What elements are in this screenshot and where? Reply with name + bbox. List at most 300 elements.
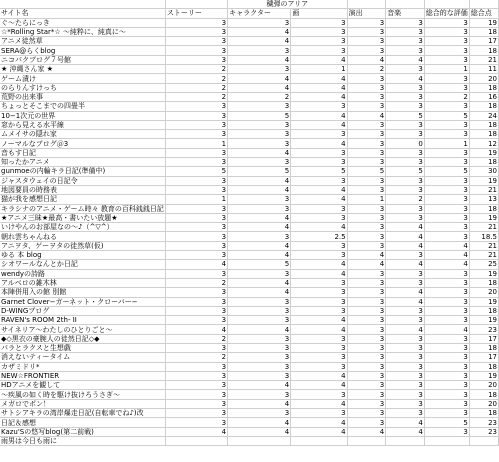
score-cell[interactable]: 3 <box>291 362 347 371</box>
score-cell[interactable]: 3 <box>347 120 386 129</box>
score-cell[interactable]: 4 <box>291 120 347 129</box>
site-name-cell[interactable]: 窓から見える水平線 <box>0 120 165 129</box>
score-cell[interactable]: 4 <box>347 111 386 120</box>
site-name-cell[interactable]: ムメイサの隠れ家 <box>0 130 165 139</box>
score-cell[interactable]: 3 <box>291 37 347 46</box>
score-cell[interactable]: 3 <box>165 399 227 408</box>
score-cell[interactable]: 3 <box>386 65 425 74</box>
score-cell[interactable]: 3 <box>424 334 469 343</box>
score-cell[interactable]: 3 <box>424 148 469 157</box>
score-cell[interactable]: 3 <box>291 241 347 250</box>
score-cell[interactable]: 3 <box>386 371 425 380</box>
score-cell[interactable]: 3 <box>291 306 347 315</box>
score-cell[interactable]: 4 <box>228 288 291 297</box>
score-cell[interactable]: 20 <box>469 381 498 390</box>
header-direction[interactable]: 演出 <box>347 9 386 18</box>
score-cell[interactable]: 4 <box>228 74 291 83</box>
score-cell[interactable]: 4 <box>228 185 291 194</box>
score-cell[interactable]: 3 <box>165 418 227 427</box>
score-cell[interactable]: 3 <box>165 362 227 371</box>
site-name-cell[interactable]: ジャスタウェイの日記令 <box>0 176 165 185</box>
score-cell[interactable]: 11 <box>469 65 498 74</box>
score-cell[interactable]: 3 <box>291 343 347 352</box>
site-name-cell[interactable]: 雨男は今日も雨に <box>0 436 165 445</box>
header-music[interactable]: 音楽 <box>386 9 425 18</box>
score-cell[interactable]: 2.5 <box>291 232 347 241</box>
score-cell[interactable]: 4 <box>228 37 291 46</box>
site-name-cell[interactable]: 〜疾風の如く時を駆け抜けろうさぎ〜 <box>0 390 165 399</box>
score-cell[interactable]: 3 <box>424 27 469 36</box>
score-cell[interactable]: 4 <box>291 260 347 269</box>
score-cell[interactable]: 19 <box>469 148 498 157</box>
score-cell[interactable]: 3 <box>347 185 386 194</box>
score-cell[interactable]: 3 <box>165 269 227 278</box>
score-cell[interactable]: 2 <box>165 83 227 92</box>
site-name-cell[interactable]: キラシナのアニメ・ゲーム時々 教育の百科銭銭日記 <box>1 204 164 213</box>
score-cell[interactable]: 3 <box>386 409 425 418</box>
score-cell[interactable]: 3 <box>291 297 347 306</box>
header-total[interactable]: 総合点 <box>469 9 498 18</box>
score-cell[interactable]: 3 <box>347 139 386 148</box>
score-cell[interactable]: 4 <box>291 316 347 325</box>
score-cell[interactable]: 3 <box>165 306 227 315</box>
score-cell[interactable]: 3 <box>424 185 469 194</box>
site-name-cell[interactable]: パラとラクスと生想戯 <box>0 343 165 352</box>
score-cell[interactable]: 3 <box>386 381 425 390</box>
score-cell[interactable]: 3 <box>165 316 227 325</box>
score-cell[interactable]: 1 <box>165 139 227 148</box>
score-cell[interactable]: 4 <box>228 399 291 408</box>
score-cell[interactable]: 4 <box>228 427 291 436</box>
score-cell[interactable]: 3 <box>386 353 425 362</box>
score-cell[interactable]: 17 <box>469 37 498 46</box>
score-cell[interactable]: 4 <box>228 148 291 157</box>
score-cell[interactable]: 19 <box>469 371 498 380</box>
score-cell[interactable]: 5 <box>291 167 347 176</box>
score-cell[interactable]: 19 <box>469 18 498 27</box>
score-cell[interactable]: 17 <box>469 353 498 362</box>
score-cell[interactable]: 3 <box>386 18 425 27</box>
score-cell[interactable]: 3 <box>228 158 291 167</box>
score-cell[interactable]: 3 <box>347 409 386 418</box>
score-cell[interactable]: 3 <box>424 399 469 408</box>
site-name-cell[interactable]: ◆◇黒衣の豪腕人の徒然日記◇◆ <box>0 334 165 343</box>
score-cell[interactable]: 17 <box>469 334 498 343</box>
site-name-cell[interactable]: アニメ徒然草 <box>0 37 165 46</box>
score-cell[interactable]: 23 <box>469 418 498 427</box>
score-cell[interactable]: 5 <box>424 167 469 176</box>
score-cell[interactable]: 3 <box>291 148 347 157</box>
header-character[interactable]: キャラクター <box>228 9 291 18</box>
score-cell[interactable]: 4 <box>424 251 469 260</box>
score-cell[interactable]: 3 <box>386 204 425 213</box>
score-cell[interactable]: 3 <box>347 176 386 185</box>
score-cell[interactable]: 19 <box>469 316 498 325</box>
score-cell[interactable]: 3 <box>291 158 347 167</box>
score-cell[interactable]: 4 <box>291 371 347 380</box>
score-cell[interactable]: 3 <box>424 353 469 362</box>
score-cell[interactable]: 3 <box>424 83 469 92</box>
score-cell[interactable]: 18 <box>469 204 498 213</box>
score-cell[interactable]: 18 <box>469 362 498 371</box>
score-cell[interactable]: 3 <box>165 130 227 139</box>
score-cell[interactable]: 3 <box>424 371 469 380</box>
score-cell[interactable]: 3 <box>347 241 386 250</box>
score-cell[interactable]: 3 <box>347 390 386 399</box>
score-cell[interactable]: 3 <box>386 148 425 157</box>
site-name-cell[interactable]: 荒野の出来事 <box>0 92 165 101</box>
score-cell[interactable]: 24 <box>469 111 498 120</box>
score-cell[interactable]: 4 <box>386 260 425 269</box>
score-cell[interactable]: 3 <box>347 325 386 334</box>
site-name-cell[interactable]: ★ 沖縄さん家 ★ <box>0 65 165 74</box>
score-cell[interactable]: 2 <box>424 92 469 101</box>
score-cell[interactable]: 4 <box>291 418 347 427</box>
score-cell[interactable]: 3 <box>228 102 291 111</box>
score-cell[interactable]: 3 <box>165 46 227 55</box>
score-cell[interactable]: 3 <box>424 195 469 204</box>
score-cell[interactable]: 3 <box>228 232 291 241</box>
score-cell[interactable]: 3 <box>228 297 291 306</box>
score-cell[interactable]: 4 <box>228 381 291 390</box>
score-cell[interactable]: 5 <box>228 260 291 269</box>
score-cell[interactable]: 4 <box>386 223 425 232</box>
score-cell[interactable]: 18 <box>469 343 498 352</box>
score-cell[interactable]: 18 <box>469 46 498 55</box>
score-cell[interactable]: 21 <box>469 241 498 250</box>
score-cell[interactable]: 3 <box>347 213 386 222</box>
score-cell[interactable] <box>386 436 425 445</box>
site-name-cell[interactable]: 本陣併用入の館 別館 <box>0 288 165 297</box>
site-name-cell[interactable]: サトシアキラの湾岸爆走日記(自転車でね♪)改 <box>0 409 165 418</box>
score-cell[interactable]: 3 <box>386 399 425 408</box>
score-cell[interactable]: 3 <box>386 334 425 343</box>
score-cell[interactable]: 3 <box>291 204 347 213</box>
score-cell[interactable]: 3 <box>291 288 347 297</box>
score-cell[interactable]: 4 <box>228 418 291 427</box>
score-cell[interactable]: 3 <box>424 120 469 129</box>
score-cell[interactable]: 23 <box>469 427 498 436</box>
score-cell[interactable] <box>347 436 386 445</box>
score-cell[interactable]: 3 <box>228 409 291 418</box>
score-cell[interactable]: 3 <box>424 46 469 55</box>
score-cell[interactable]: 3 <box>424 232 469 241</box>
score-cell[interactable]: 3 <box>228 204 291 213</box>
site-name-cell[interactable]: gunmoeの内輪キラ日記(準備中) <box>0 167 165 176</box>
score-cell[interactable]: 4 <box>424 260 469 269</box>
score-cell[interactable]: 3 <box>347 18 386 27</box>
score-cell[interactable]: 1 <box>291 65 347 74</box>
header-story[interactable]: ストーリー <box>165 9 227 18</box>
score-cell[interactable]: 18 <box>469 158 498 167</box>
score-cell[interactable]: 3 <box>386 185 425 194</box>
site-name-cell[interactable]: RAVEN's ROOM 2th- II <box>0 316 165 325</box>
score-cell[interactable]: 3 <box>386 102 425 111</box>
score-cell[interactable]: 3 <box>291 130 347 139</box>
site-name-cell[interactable]: ぐ〜たらにっき <box>0 18 165 27</box>
score-cell[interactable]: 4 <box>228 325 291 334</box>
score-cell[interactable]: 4 <box>291 223 347 232</box>
score-cell[interactable]: 18 <box>469 306 498 315</box>
score-cell[interactable]: 3 <box>347 306 386 315</box>
score-cell[interactable]: 18 <box>469 390 498 399</box>
score-cell[interactable]: 3 <box>347 343 386 352</box>
site-name-cell[interactable]: D-WINGブログ <box>0 306 165 315</box>
score-cell[interactable]: 3 <box>228 139 291 148</box>
score-cell[interactable]: 3 <box>347 334 386 343</box>
score-cell[interactable]: 3 <box>347 353 386 362</box>
score-cell[interactable]: 3 <box>165 120 227 129</box>
site-name-cell[interactable]: ☆*Rolling Star*☆ 〜純粋に、純真に〜 <box>0 27 165 36</box>
score-cell[interactable]: 3 <box>424 74 469 83</box>
score-cell[interactable]: 5 <box>424 111 469 120</box>
score-cell[interactable]: 3 <box>424 37 469 46</box>
score-cell[interactable]: 3 <box>347 288 386 297</box>
score-cell[interactable]: 2 <box>165 74 227 83</box>
score-cell[interactable]: 3 <box>165 158 227 167</box>
score-cell[interactable]: 25 <box>469 260 498 269</box>
score-cell[interactable]: 3 <box>424 102 469 111</box>
score-cell[interactable]: 1 <box>347 195 386 204</box>
score-cell[interactable]: 3 <box>228 343 291 352</box>
score-cell[interactable]: 3 <box>291 278 347 287</box>
score-cell[interactable]: 19 <box>469 297 498 306</box>
score-cell[interactable]: 4 <box>386 418 425 427</box>
site-name-cell[interactable]: HDアニメを観して <box>0 381 165 390</box>
score-cell[interactable]: 21 <box>469 185 498 194</box>
score-cell[interactable]: 3 <box>424 223 469 232</box>
site-name-cell[interactable]: 朝れ雲ちゃんねる <box>0 232 165 241</box>
score-cell[interactable]: 3 <box>386 306 425 315</box>
site-name-cell[interactable]: NEW☆FRONTIER <box>0 371 165 380</box>
score-cell[interactable]: 3 <box>386 390 425 399</box>
site-name-cell[interactable]: SERA@らくblog <box>0 46 165 55</box>
score-cell[interactable]: 3 <box>165 241 227 250</box>
site-name-cell[interactable]: 音もす日記 <box>0 148 165 157</box>
score-cell[interactable]: 3 <box>347 297 386 306</box>
site-name-cell[interactable]: 猫が我を感想日記 <box>0 195 165 204</box>
score-cell[interactable]: 4 <box>386 74 425 83</box>
score-cell[interactable]: 3 <box>165 381 227 390</box>
score-cell[interactable]: 3 <box>165 343 227 352</box>
score-cell[interactable]: 4 <box>347 251 386 260</box>
score-cell[interactable]: 3 <box>386 46 425 55</box>
score-cell[interactable]: 3 <box>228 269 291 278</box>
score-cell[interactable]: 3 <box>424 130 469 139</box>
score-cell[interactable]: 3 <box>228 390 291 399</box>
score-cell[interactable]: 4 <box>386 297 425 306</box>
site-name-cell[interactable]: 知ったかアニメ <box>0 158 165 167</box>
site-name-cell[interactable]: サイネリア〜わたしのひとりごと〜 <box>0 325 165 334</box>
score-cell[interactable]: 3 <box>347 74 386 83</box>
score-cell[interactable]: 3 <box>386 158 425 167</box>
score-cell[interactable]: 3 <box>165 18 227 27</box>
score-cell[interactable]: 3 <box>347 102 386 111</box>
score-cell[interactable]: 2 <box>386 195 425 204</box>
site-name-cell[interactable]: ゆる 本 blog <box>0 251 165 260</box>
site-name-cell[interactable]: 地図要員の時務表 <box>0 185 165 194</box>
score-cell[interactable]: 3 <box>347 418 386 427</box>
score-cell[interactable]: 3 <box>424 204 469 213</box>
score-cell[interactable]: 3 <box>424 176 469 185</box>
score-cell[interactable]: 4 <box>291 325 347 334</box>
score-cell[interactable]: 3 <box>228 362 291 371</box>
score-cell[interactable]: 18 <box>469 278 498 287</box>
score-cell[interactable]: 3 <box>347 232 386 241</box>
score-cell[interactable]: 3 <box>424 55 469 64</box>
header-overall[interactable]: 総合的な評価 <box>425 9 468 18</box>
score-cell[interactable]: 4 <box>386 241 425 250</box>
score-cell[interactable]: 3 <box>165 297 227 306</box>
score-cell[interactable]: 3 <box>291 176 347 185</box>
score-cell[interactable]: 4 <box>291 185 347 194</box>
score-cell[interactable]: 3 <box>386 37 425 46</box>
score-cell[interactable]: 4 <box>291 427 347 436</box>
score-cell[interactable]: 4 <box>347 427 386 436</box>
score-cell[interactable]: 3 <box>424 269 469 278</box>
score-cell[interactable]: 3 <box>165 371 227 380</box>
score-cell[interactable]: 0 <box>386 139 425 148</box>
score-cell[interactable]: 3 <box>386 251 425 260</box>
score-cell[interactable]: 18 <box>469 83 498 92</box>
site-name-cell[interactable]: いけやんのお部屋なの〜♪（^▽^） <box>0 223 165 232</box>
site-name-cell[interactable]: Garnet Clover−ガーネット・クローバー− <box>0 297 165 306</box>
sheet-caption[interactable]: 穢弾のアリア <box>228 0 348 9</box>
score-cell[interactable]: 3 <box>424 18 469 27</box>
score-cell[interactable]: 3 <box>165 232 227 241</box>
header-site-name[interactable]: サイト名 <box>0 9 165 18</box>
score-cell[interactable]: 3 <box>424 390 469 399</box>
score-cell[interactable]: 5 <box>386 111 425 120</box>
score-cell[interactable]: 3 <box>228 334 291 343</box>
score-cell[interactable]: 3 <box>347 27 386 36</box>
score-cell[interactable]: 5 <box>424 418 469 427</box>
site-name-cell[interactable]: シオワールなんとか日記 <box>0 260 165 269</box>
score-cell[interactable]: 3 <box>165 409 227 418</box>
score-cell[interactable]: 4 <box>228 251 291 260</box>
score-cell[interactable]: 21 <box>469 223 498 232</box>
score-cell[interactable]: 3 <box>347 83 386 92</box>
score-cell[interactable]: 3 <box>347 362 386 371</box>
site-name-cell[interactable]: のらりんすけっち <box>0 83 165 92</box>
score-cell[interactable]: 18 <box>469 102 498 111</box>
score-cell[interactable]: 20 <box>469 288 498 297</box>
score-cell[interactable]: 3 <box>228 316 291 325</box>
score-cell[interactable]: 3 <box>424 343 469 352</box>
score-cell[interactable]: 3 <box>386 27 425 36</box>
score-cell[interactable]: 19 <box>469 213 498 222</box>
score-cell[interactable]: 3 <box>165 185 227 194</box>
score-cell[interactable]: 3 <box>347 130 386 139</box>
site-name-cell[interactable]: ゲーム漬け <box>0 74 165 83</box>
score-cell[interactable]: 3 <box>424 158 469 167</box>
score-cell[interactable]: 4 <box>228 83 291 92</box>
score-cell[interactable]: 3 <box>291 409 347 418</box>
score-cell[interactable]: 3 <box>165 204 227 213</box>
site-name-cell[interactable]: メガロでポン！ <box>0 399 165 408</box>
score-cell[interactable]: 4 <box>291 381 347 390</box>
score-cell[interactable]: 4 <box>291 195 347 204</box>
score-cell[interactable]: 4 <box>291 74 347 83</box>
score-cell[interactable]: 3 <box>165 102 227 111</box>
score-cell[interactable]: 4 <box>291 399 347 408</box>
score-cell[interactable]: 3 <box>228 18 291 27</box>
score-cell[interactable]: 3 <box>347 46 386 55</box>
score-cell[interactable]: 3 <box>228 306 291 315</box>
score-cell[interactable]: 3 <box>291 102 347 111</box>
score-cell[interactable]: 3 <box>386 83 425 92</box>
score-cell[interactable]: 4 <box>291 55 347 64</box>
score-cell[interactable]: 19 <box>469 269 498 278</box>
score-cell[interactable]: 3 <box>165 111 227 120</box>
score-cell[interactable]: 4 <box>228 213 291 222</box>
score-cell[interactable]: 3 <box>165 390 227 399</box>
score-cell[interactable]: 3 <box>424 297 469 306</box>
score-cell[interactable]: 3 <box>347 269 386 278</box>
score-cell[interactable]: 3 <box>228 130 291 139</box>
score-cell[interactable]: 3 <box>347 399 386 408</box>
score-cell[interactable]: 3 <box>291 390 347 399</box>
score-cell[interactable]: 1 <box>424 139 469 148</box>
score-cell[interactable]: 13 <box>469 195 498 204</box>
score-cell[interactable]: 5 <box>165 167 227 176</box>
score-cell[interactable]: 4 <box>386 232 425 241</box>
score-cell[interactable]: 3 <box>386 213 425 222</box>
score-cell[interactable]: 2 <box>165 92 227 101</box>
site-name-cell[interactable]: 10−1次元の世界 <box>0 111 165 120</box>
score-cell[interactable]: 3 <box>347 371 386 380</box>
score-cell[interactable]: 3 <box>228 371 291 380</box>
score-cell[interactable]: 30 <box>469 167 498 176</box>
score-cell[interactable]: 3 <box>386 120 425 129</box>
score-cell[interactable]: 3 <box>347 37 386 46</box>
score-cell[interactable]: 3 <box>165 148 227 157</box>
score-cell[interactable]: 2 <box>165 353 227 362</box>
score-cell[interactable]: 21 <box>469 251 498 260</box>
score-cell[interactable]: 3 <box>291 213 347 222</box>
score-cell[interactable]: 4 <box>386 55 425 64</box>
score-cell[interactable] <box>228 436 291 445</box>
header-art[interactable]: 画 <box>291 9 347 18</box>
score-cell[interactable] <box>424 436 469 445</box>
score-cell[interactable]: 3 <box>424 409 469 418</box>
score-cell[interactable]: 19 <box>469 176 498 185</box>
score-cell[interactable]: 4 <box>424 325 469 334</box>
site-name-cell[interactable]: アニヲタ、ゲーヲタの徒然草(仮) <box>0 241 165 250</box>
site-name-cell[interactable]: ちょっとそこまでの四畳半 <box>0 102 165 111</box>
score-cell[interactable]: 3 <box>291 251 347 260</box>
score-cell[interactable]: 3 <box>165 55 227 64</box>
score-cell[interactable]: 3 <box>386 176 425 185</box>
score-cell[interactable]: 18 <box>469 409 498 418</box>
score-cell[interactable]: 3 <box>165 251 227 260</box>
score-cell[interactable]: 18 <box>469 120 498 129</box>
score-cell[interactable] <box>469 436 498 445</box>
score-cell[interactable]: 18 <box>469 27 498 36</box>
score-cell[interactable]: 18 <box>469 130 498 139</box>
score-cell[interactable]: 12 <box>469 139 498 148</box>
score-cell[interactable]: 3 <box>347 148 386 157</box>
score-cell[interactable]: 5 <box>228 111 291 120</box>
score-cell[interactable]: 4 <box>165 325 227 334</box>
site-name-cell[interactable]: 日記＆感想 <box>0 418 165 427</box>
site-name-cell[interactable]: ★アニメ三昧★最高・書いたい放題★ <box>0 213 165 222</box>
score-cell[interactable]: 3 <box>386 92 425 101</box>
score-cell[interactable]: 4 <box>228 223 291 232</box>
score-cell[interactable]: 5 <box>386 167 425 176</box>
score-cell[interactable]: 3 <box>424 213 469 222</box>
score-cell[interactable]: 2 <box>228 92 291 101</box>
